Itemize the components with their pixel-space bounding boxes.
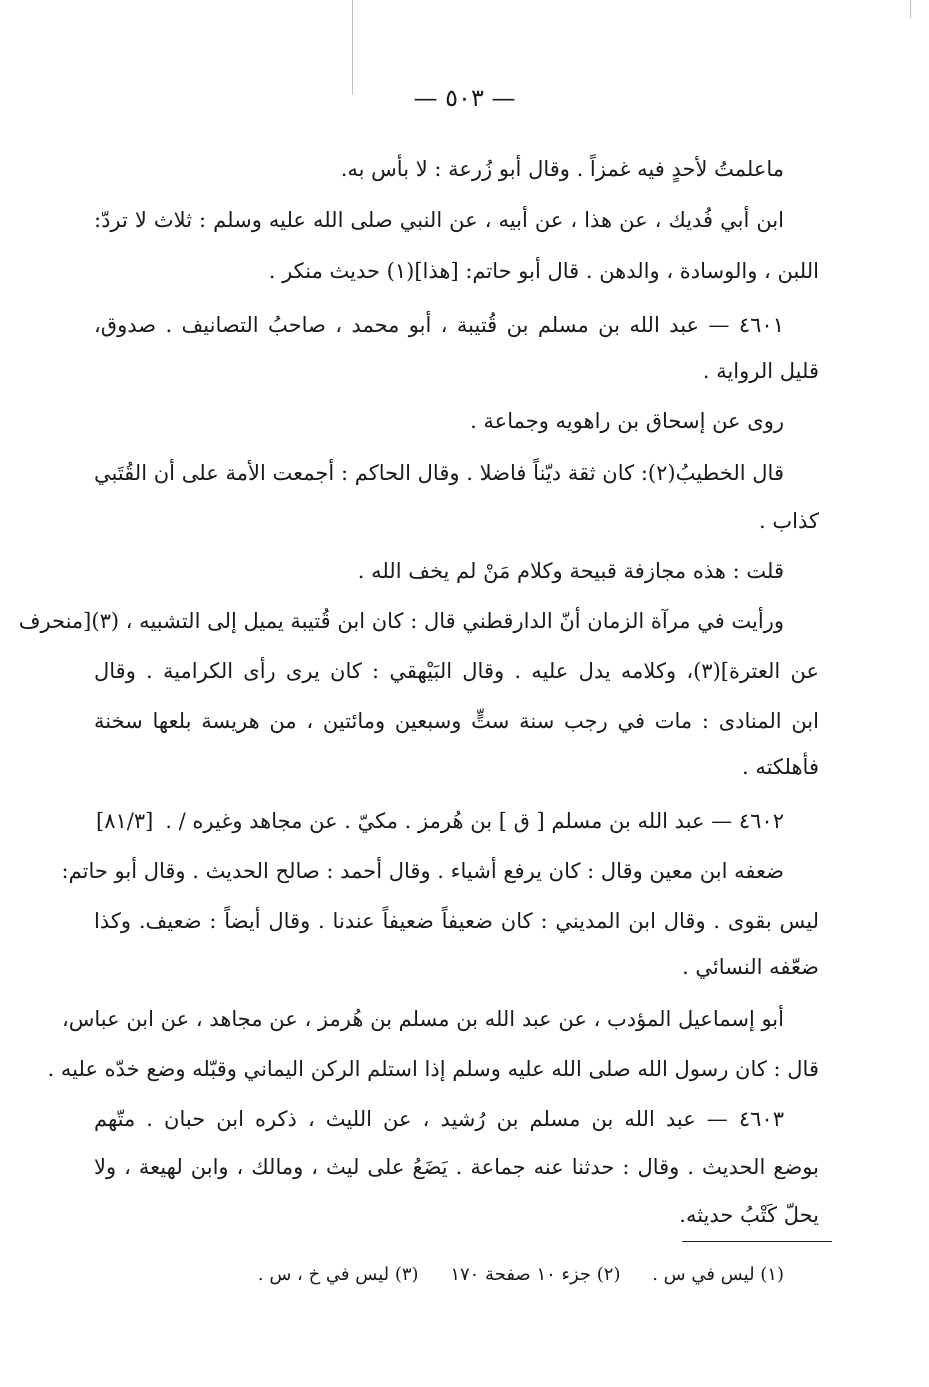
text-line: قال : كان رسول الله صلى الله عليه وسلم إذا استلم الركن اليماني وقبّله وضع خدّه عليه . — [47, 1057, 819, 1081]
text-line: ليس بقوى . وقال ابن المديني : كان ضعيفاً ضعيفاً عندنا . وقال أيضاً : ضعيف. وكذا — [94, 909, 819, 933]
entry-4603-heading: ٤٦٠٣ — عبد الله بن مسلم بن رُشيد ، عن الليث ، ذكره ابن حبان . متّهم — [94, 1107, 784, 1131]
text-line: ابن أبي فُديك ، عن هذا ، عن أبيه ، عن النبي صلى الله عليه وسلم : ثلاث لا تردّ: — [94, 208, 784, 232]
text-line: يحلّ كَتْبُ حديثه. — [679, 1203, 819, 1227]
footnote-2: (٢) جزء ١٠ صفحة ١٧٠ — [450, 1264, 621, 1285]
text-line: كذاب . — [759, 509, 819, 533]
page-number: — ٥٠٣ — — [413, 84, 516, 112]
entry-4601-heading: ٤٦٠١ — عبد الله بن مسلم بن قُتيبة ، أبو محمد ، صاحبُ التصانيف . صدوق، — [94, 313, 784, 337]
footnote-1: (١) ليس في س . — [652, 1264, 784, 1285]
text-line: ضعّفه النسائي . — [682, 955, 819, 979]
text-line: قال الخطيبُ(٢): كان ثقة ديّناً فاضلا . وقال الحاكم : أجمعت الأمة على أن القُتَبي — [94, 461, 784, 485]
volume-reference-marker: [٨١/٣] — [96, 809, 154, 833]
text-line: قلت : هذه مجازفة قبيحة وكلام مَنْ لم يخف الله . — [357, 559, 784, 583]
text-line: ضعفه ابن معين وقال : كان يرفع أشياء . وقال أحمد : صالح الحديث . وقال أبو حاتم: — [61, 859, 784, 883]
text-line: اللبن ، والوسادة ، والدهن . قال أبو حاتم: [هذا](١) حديث منكر . — [268, 259, 819, 283]
footnote-divider — [682, 1241, 832, 1242]
text-line: ماعلمتُ لأحدٍ فيه غمزاً . وقال أبو زُرعة : لا بأس به. — [340, 157, 784, 181]
text-line: روى عن إسحاق بن راهويه وجماعة . — [470, 409, 784, 433]
text-line: ابن المنادى : مات في رجب سنة ستٍّ وسبعين ومائتين ، من هريسة بلعها سخنة — [94, 709, 819, 733]
entry-4602-heading: ٤٦٠٢ — عبد الله بن مسلم [ ق ] بن هُرمز . مكيّ . عن مجاهد وغيره / . — [165, 809, 784, 833]
text-line: عن العترة](٣)، وكلامه يدل عليه . وقال البَيْهقي : كان يرى رأى الكرامية . وقال — [94, 659, 819, 683]
text-line: أبو إسماعيل المؤدب ، عن عبد الله بن مسلم بن هُرمز ، عن مجاهد ، عن ابن عباس، — [61, 1007, 784, 1031]
footnote-3: (٣) ليس في خ ، س . — [257, 1264, 419, 1285]
scan-mark-top — [352, 0, 353, 95]
footnotes — [184, 1262, 784, 1288]
text-line: قليل الرواية . — [702, 359, 819, 383]
text-line: فأهلكته . — [741, 755, 819, 779]
text-line: ورأيت في مرآة الزمان أنّ الدارقطني قال : كان ابن قُتيبة يميل إلى التشبيه ، (٣)[منحرف — [18, 609, 784, 633]
scan-mark-corner — [910, 0, 911, 18]
text-line: بوضع الحديث . وقال : حدثنا عنه جماعة . يَضَعُ على ليث ، ومالك ، وابن لهيعة ، ولا — [94, 1155, 819, 1179]
